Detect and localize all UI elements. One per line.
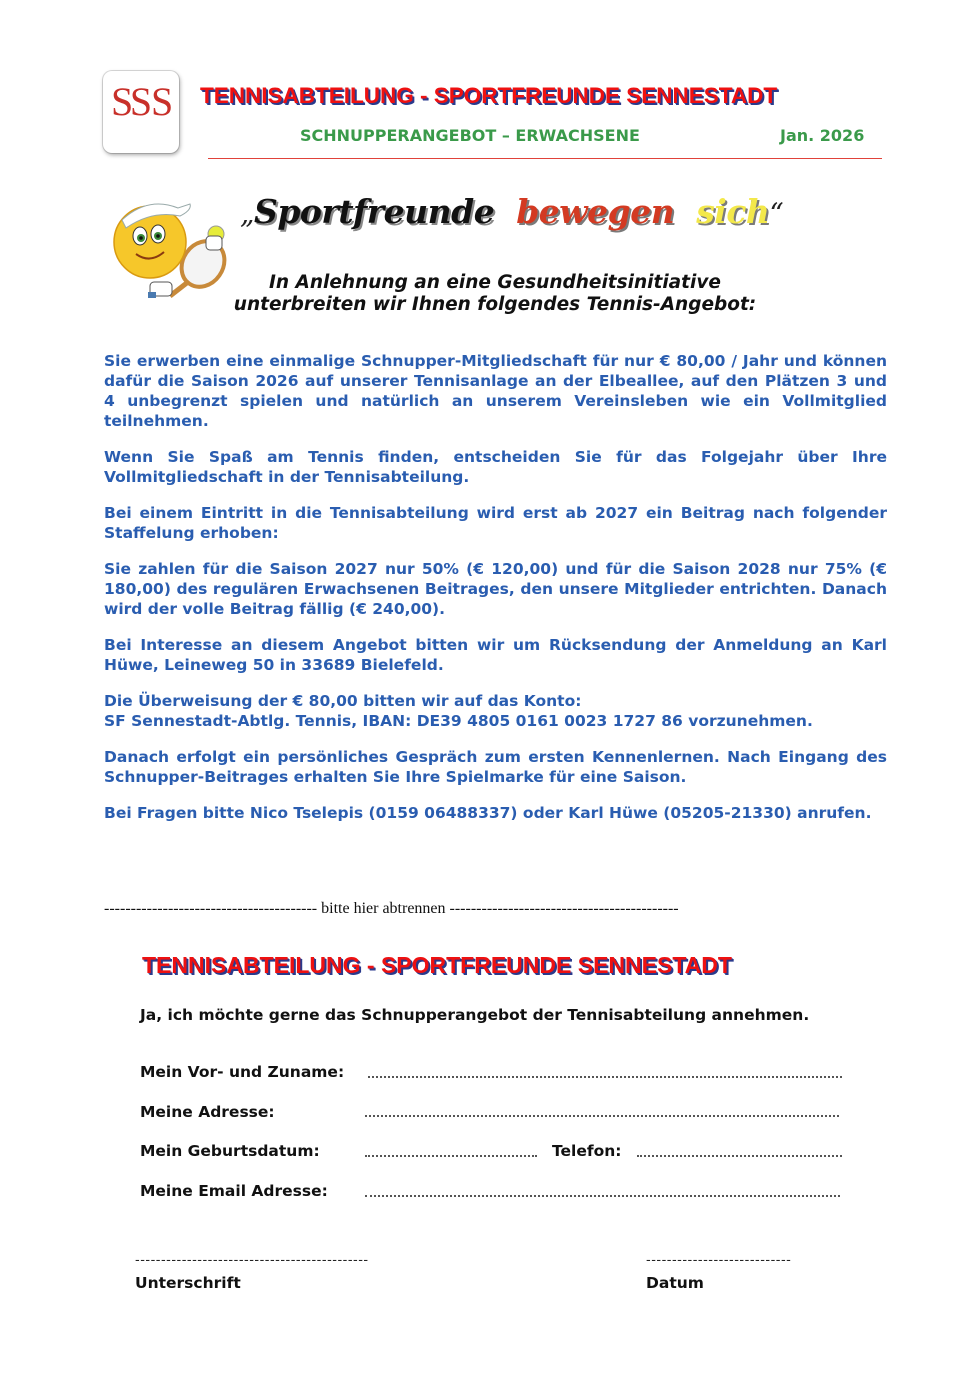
name-label: Mein Vor- und Zuname: — [140, 1063, 345, 1081]
transfer-line-1: Die Überweisung der € 80,00 bitten wir auf das Konto: — [104, 692, 582, 710]
offer-body — [104, 351, 887, 839]
paragraph-registration: Bei Interesse an diesem Angebot bitten wir um Rücksendung der Anmeldung an Karl Hüwe, Leineweg 50 in 33689 Bielefeld. — [104, 636, 887, 674]
phone-field[interactable] — [637, 1155, 842, 1157]
paragraph-membership: Sie erwerben eine einmalige Schnupper-Mitgliedschaft für nur € 80,00 / Jahr und können dafür die Saison 2026 auf unserer Tennisanlage an der Elbeallee, auf den Plätzen 3 und 4 unbegrenzt spielen und natürlich an unserem Vereinsleben wie ein Vollmitglied teilnehmen. — [104, 352, 887, 430]
cut-line — [104, 900, 887, 918]
signature-line[interactable]: --------------------------------------------- — [135, 1253, 369, 1268]
email-label: Meine Email Adresse: — [140, 1182, 328, 1200]
date-label: Datum — [646, 1274, 704, 1292]
cut-line-dashes-left: ---------------------------------------- — [104, 900, 318, 917]
slogan — [240, 192, 783, 231]
header-date: Jan. 2026 — [780, 126, 865, 145]
paragraph-transfer — [104, 691, 887, 731]
transfer-line-2-iban: SF Sennestadt-Abtlg. Tennis, IBAN: DE39 4805 0161 0023 1727 86 vorzunehmen. — [104, 712, 813, 730]
paragraph-full-membership: Wenn Sie Spaß am Tennis finden, entscheiden Sie für das Folgejahr über Ihre Vollmitgliedschaft in der Tennisabteilung. — [104, 448, 887, 486]
club-logo — [103, 71, 179, 153]
email-field[interactable] — [365, 1195, 840, 1197]
header-subtitle: SCHNUPPERANGEBOT – ERWACHSENE — [300, 126, 640, 145]
date-line[interactable]: ---------------------------- — [646, 1253, 792, 1268]
header-divider — [208, 158, 882, 159]
intro-text — [180, 272, 810, 316]
svg-text:S: S — [129, 79, 153, 124]
birthdate-field[interactable] — [365, 1155, 537, 1157]
paragraph-fee-details: Sie zahlen für die Saison 2027 nur 50% (€ 120,00) und für die Saison 2028 nur 75% (€ 180,00) des regulären Erwachsenen Beitrages, den unsere Mitglieder entrichten. Danach wird der volle Beitrag fällig (€ 240,00). — [104, 560, 887, 618]
slogan-close-quote: “ — [769, 197, 784, 230]
cut-line-dashes-right: ------------------------------------------- — [449, 900, 679, 917]
sfs-logo-icon — [103, 71, 179, 153]
paragraph-questions: Bei Fragen bitte Nico Tselepis (0159 06488337) oder Karl Hüwe (05205-21330) anrufen. — [104, 804, 872, 822]
header-title: TENNISABTEILUNG - SPORTFREUNDE SENNESTADT — [200, 83, 778, 108]
cut-line-label: bitte hier abtrennen — [321, 900, 446, 917]
birthdate-label: Mein Geburtsdatum: — [140, 1142, 320, 1160]
signature-label: Unterschrift — [135, 1274, 241, 1292]
form-accept-text: Ja, ich möchte gerne das Schnupperangebot der Tennisabteilung annehmen. — [140, 1006, 810, 1024]
address-label: Meine Adresse: — [140, 1103, 275, 1121]
paragraph-fee-schedule: Bei einem Eintritt in die Tennisabteilung wird erst ab 2027 ein Beitrag nach folgender Staffelung erhoben: — [104, 504, 887, 542]
slogan-word-sportfreunde: Sportfreunde — [254, 192, 495, 231]
slogan-open-quote: „ — [240, 197, 255, 230]
phone-label: Telefon: — [552, 1142, 622, 1160]
svg-text:S: S — [151, 79, 174, 124]
slogan-word-bewegen: bewegen — [516, 192, 675, 231]
paragraph-meeting: Danach erfolgt ein persönliches Gespräch zum ersten Kennenlernen. Nach Eingang des Schnupper-Beitrages erhalten Sie Ihre Spielmarke für eine Saison. — [104, 748, 887, 786]
slogan-word-sich: sich — [696, 192, 770, 231]
form-title: TENNISABTEILUNG - SPORTFREUNDE SENNESTADT — [142, 952, 732, 978]
address-field[interactable] — [365, 1115, 839, 1117]
intro-line-1: In Anlehnung an eine Gesundheitsinitiative — [269, 272, 721, 293]
svg-text:S: S — [111, 79, 134, 124]
intro-line-2: unterbreiten wir Ihnen folgendes Tennis-Angebot: — [233, 294, 757, 315]
name-field[interactable] — [368, 1076, 842, 1078]
